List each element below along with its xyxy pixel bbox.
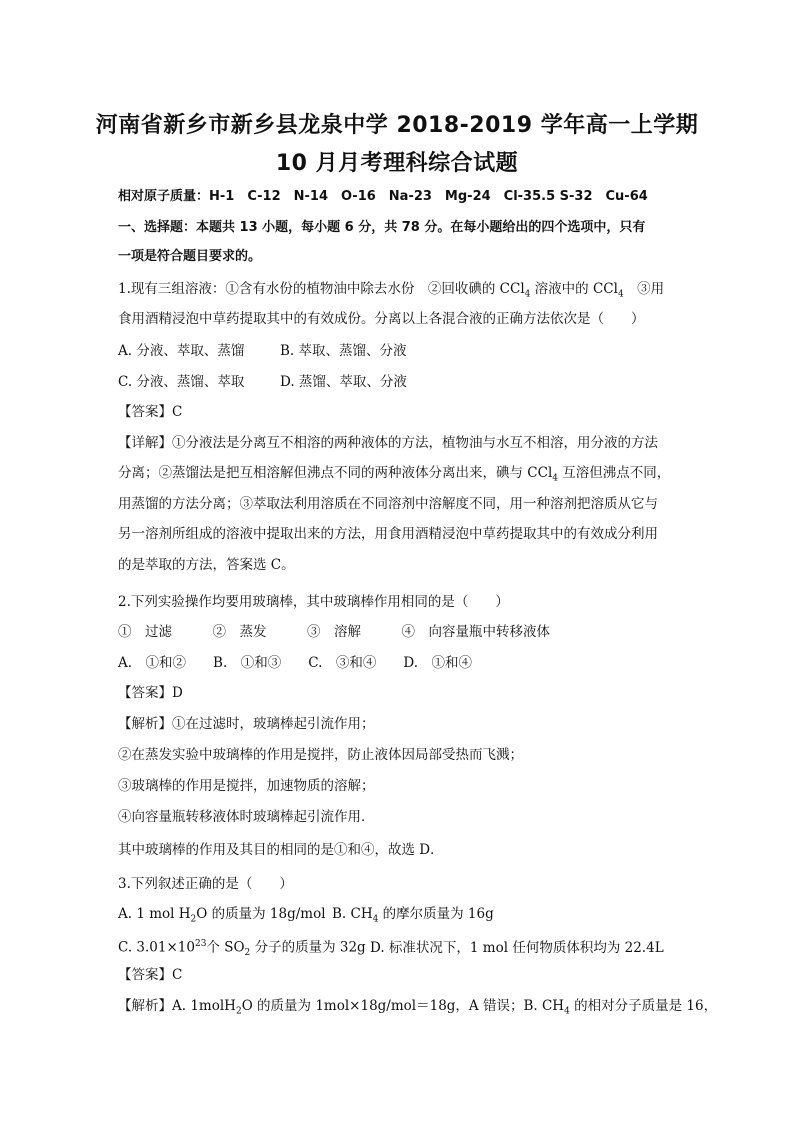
page-title-line2: 10 月月考理科综合试题 — [275, 151, 519, 176]
q2-stem: 2.下列实验操作均要用玻璃棒，其中玻璃棒作用相同的是（ ） — [118, 594, 509, 610]
q3-explanation-part3: 的相对分子质量是 16， — [569, 998, 718, 1014]
subscript: 4 — [564, 1006, 570, 1017]
q3-options-row1 — [118, 904, 494, 930]
q3-option-a — [118, 904, 332, 930]
q3-option-b — [332, 904, 494, 930]
q2-answer: 【答案】D — [118, 685, 183, 701]
q1-option-d: D. 蒸馏、萃取、分液 — [280, 374, 407, 390]
q3-option-c-part2: 个 SO — [206, 939, 245, 956]
q3-explanation-line1 — [118, 996, 717, 1022]
q3-option-c-part1: C. 3.01×10 — [118, 939, 195, 956]
section-heading-line2: 一项是符合题目要求的。 — [118, 249, 262, 264]
subscript: 4 — [552, 473, 559, 484]
q1-stem-line1 — [118, 279, 664, 305]
q2-explanation-line4: ④向容量瓶转移液体时玻璃棒起引流作用． — [118, 809, 375, 825]
superscript: 23 — [194, 939, 207, 949]
q2-items: ① 过滤 ② 蒸发 ③ 溶解 ④ 向容量瓶中转移液体 — [118, 624, 550, 640]
atomic-mass-line: 相对原子质量：H-1 C-12 N-14 O-16 Na-23 Mg-24 Cl-35.5 S-32 Cu-64 — [118, 189, 648, 204]
q3-option-a-part2: O 的质量为 18g/mol — [196, 906, 326, 922]
q1-option-c: C. 分液、蒸馏、萃取 — [118, 374, 245, 390]
section-heading-line1: 一、选择题：本题共 13 小题，每小题 6 分，共 78 分。在每小题给出的四个选项中，只有 — [118, 220, 646, 235]
q1-detail-part2: 互溶但沸点不同， — [558, 465, 671, 481]
q2-explanation-line3: ③玻璃棒的作用是搅拌，加速物质的溶解； — [118, 778, 375, 794]
subscript: 2 — [244, 948, 251, 959]
q3-option-b-part2: 的摩尔质量为 16g — [378, 906, 494, 922]
q3-option-d: D. 标准状况下，1 mol 任何物质体积均为 22.4L — [370, 939, 664, 956]
q1-option-b: B. 萃取、蒸馏、分液 — [280, 343, 407, 359]
q1-option-a: A. 分液、萃取、蒸馏 — [118, 343, 245, 359]
q1-options-row1 — [118, 341, 407, 361]
q3-option-b-part1: B. CH — [332, 906, 373, 922]
q3-answer: 【答案】C — [118, 967, 183, 983]
q3-option-c-part3: 分子的质量为 32g — [250, 939, 366, 956]
q1-detail-line3: 用蒸馏的方法分离；③萃取法利用溶质在不同溶剂中溶解度不同，用一种溶剂把溶质从它与 — [118, 496, 658, 512]
subscript: 2 — [190, 914, 197, 925]
q2-options: A. ①和② B. ①和③ C. ③和④ D. ①和④ — [118, 655, 473, 671]
q3-stem: 3.下列叙述正确的是（ ） — [118, 876, 293, 892]
q1-detail-line5: 的是萃取的方法，答案选 C。 — [118, 557, 295, 573]
q3-explanation-part2: O 的质量为 1mol×18g/mol＝18g，A 错误；B. CH — [241, 998, 565, 1014]
page-title-line1: 河南省新乡市新乡县龙泉中学 2018-2019 学年高一上学期 — [95, 113, 699, 138]
q3-options-row2 — [118, 934, 664, 963]
q1-stem-part3: ③用 — [623, 281, 665, 297]
q3-option-c — [118, 934, 370, 963]
q1-detail-part1: 分离；②蒸馏法是把互相溶解但沸点不同的两种液体分离出来，碘与 CCl — [118, 465, 553, 481]
q1-stem-line2: 食用酒精浸泡中草药提取其中的有效成份。分离以上各混合液的正确方法依次是（ ） — [118, 311, 645, 327]
q1-detail-line2 — [118, 463, 670, 489]
q1-stem-part2: 溶液中的 CCl — [530, 281, 618, 297]
q1-options-row2 — [118, 372, 407, 392]
q1-stem-part1: 1.现有三组溶液：①含有水份的植物油中除去水份 ②回收碘的 CCl — [118, 281, 525, 297]
subscript: 4 — [617, 289, 624, 300]
q2-explanation-line2: ②在蒸发实验中玻璃棒的作用是搅拌，防止液体因局部受热而飞溅； — [118, 747, 523, 763]
q2-explanation-line5: 其中玻璃棒的作用及其目的相同的是①和④，故选 D． — [118, 842, 444, 858]
q1-detail-line4: 另一溶剂所组成的溶液中提取出来的方法，用食用酒精浸泡中草药提取其中的有效成分利用 — [118, 526, 658, 542]
q3-explanation-part1: 【解析】A. 1molH — [118, 998, 236, 1014]
q1-answer: 【答案】C — [118, 404, 183, 420]
q1-detail-line1: 【详解】①分液法是分离互不相溶的两种液体的方法，植物油与水互不相溶，用分液的方法 — [118, 435, 658, 451]
subscript: 4 — [524, 289, 531, 300]
subscript: 2 — [235, 1006, 242, 1017]
q2-explanation-line1: 【解析】①在过滤时，玻璃棒起引流作用； — [118, 716, 375, 732]
q3-option-a-part1: A. 1 mol H — [118, 906, 191, 922]
subscript: 4 — [372, 914, 379, 925]
